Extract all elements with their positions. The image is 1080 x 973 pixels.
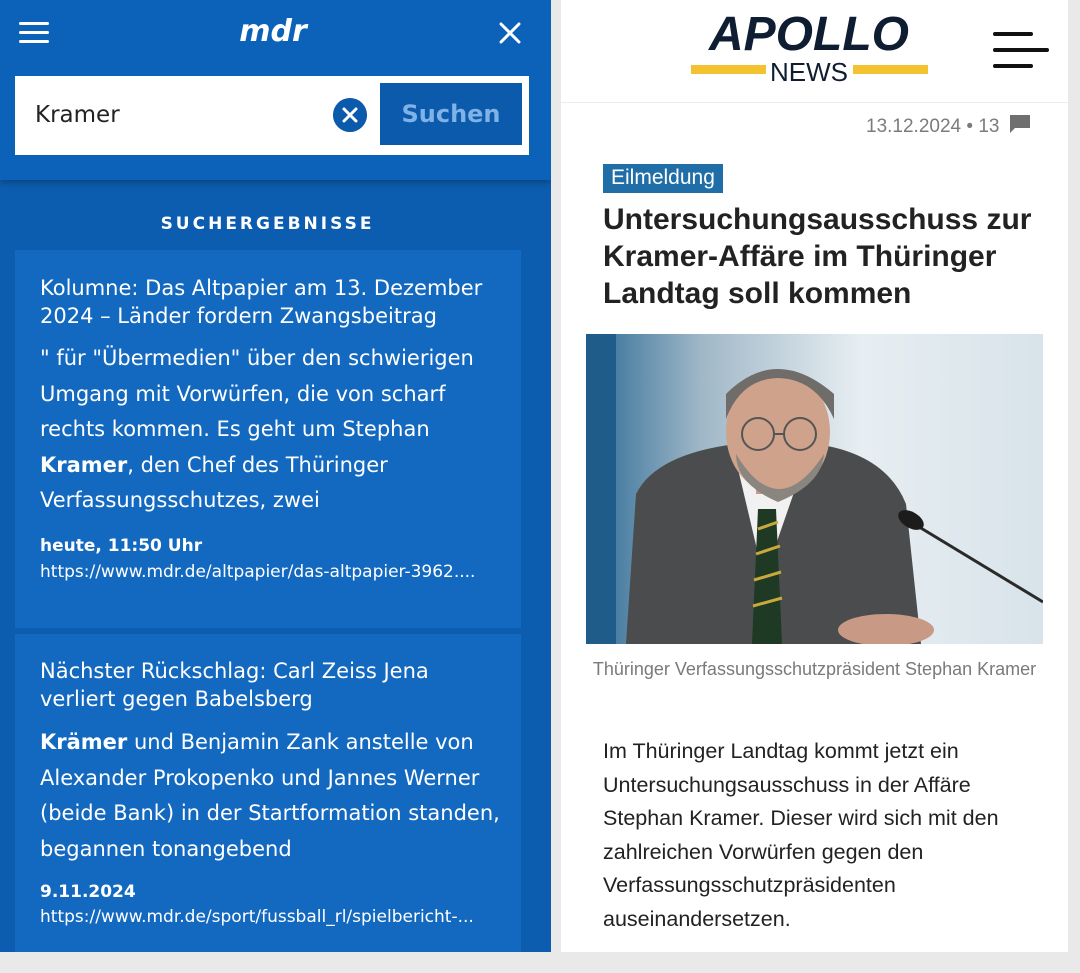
article-meta — [866, 114, 1031, 138]
clear-search-icon[interactable] — [333, 98, 367, 132]
menu-icon[interactable] — [993, 30, 1049, 70]
header-divider — [561, 102, 1068, 103]
result-date: 9.11.2024 — [40, 882, 136, 902]
logo-sub-text: NEWS — [770, 57, 848, 87]
result-url[interactable]: https://www.mdr.de/sport/fussball_rl/spielbericht-... — [40, 907, 474, 927]
result-title[interactable]: Kolumne: Das Altpapier am 13. Dezember 2024 – Länder fordern Zwangsbeitrag — [40, 276, 483, 328]
search-input[interactable] — [35, 94, 335, 136]
mdr-logo-text: mdr — [239, 15, 307, 49]
breaking-news-badge: Eilmeldung — [603, 164, 723, 193]
meta-separator: • — [961, 116, 979, 137]
result-url[interactable]: https://www.mdr.de/altpapier/das-altpapier-3962.... — [40, 562, 476, 582]
photo-caption: Thüringer Verfassungsschutzpräsident Stephan Kramer — [592, 659, 1037, 679]
search-button[interactable]: Suchen — [380, 83, 522, 145]
article-body: Im Thüringer Landtag kommt jetzt ein Untersuchungsausschuss in der Affäre Stephan Kramer. Dieser wird sich mit den zahlreichen Vorwürfen gegen den Verfassungsschutzpräsidenten auseinandersetzen. — [603, 739, 999, 931]
article-headline: Untersuchungsausschuss zur Kramer-Affäre im Thüringer Landtag soll kommen — [603, 203, 1032, 310]
logo-main-text: APOLLO — [709, 10, 909, 61]
comment-count[interactable]: 13 — [978, 116, 1000, 137]
close-icon[interactable] — [497, 20, 523, 46]
result-date: heute, 11:50 Uhr — [40, 536, 203, 556]
search-bar — [15, 76, 529, 155]
result-title[interactable]: Nächster Rückschlag: Carl Zeiss Jena verliert gegen Babelsberg — [40, 659, 429, 711]
article-date: 13.12.2024 — [866, 116, 962, 137]
search-highlight: Kramer — [40, 452, 128, 477]
search-result-card[interactable] — [15, 250, 521, 628]
comment-icon[interactable] — [1009, 114, 1031, 134]
apollo-news-logo[interactable] — [691, 10, 931, 88]
results-heading: SUCHERGEBNISSE — [160, 214, 375, 234]
mdr-logo[interactable] — [230, 15, 316, 49]
search-highlight: Krämer — [40, 730, 128, 754]
hamburger-menu-icon[interactable] — [19, 22, 51, 44]
apollo-news-article — [561, 0, 1068, 952]
result-snippet: Krämer und Benjamin Zank anstelle von Alexander Prokopenko und Jannes Werner (beide Bank) in der Startformation standen, begannen tonangebend — [40, 730, 500, 861]
article-photo — [586, 334, 1043, 644]
result-snippet: " für "Übermedien" über den schwierigen Umgang mit Vorwürfen, die von scharf rechts kommen. Es geht um Stephan Kramer, den Chef des Thüringer Verfassungsschutzes, zwei — [40, 346, 474, 512]
mdr-search-screen — [0, 0, 551, 952]
mdr-header — [0, 0, 551, 180]
search-result-card[interactable] — [15, 634, 521, 952]
